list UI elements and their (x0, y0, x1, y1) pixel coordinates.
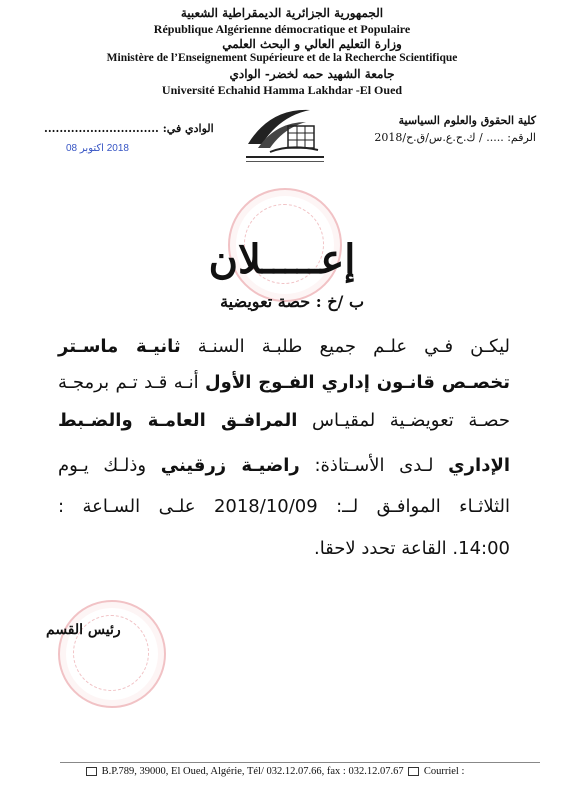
envelope-icon (86, 767, 97, 776)
body-text-bold: راضيـة زرقيني (160, 455, 300, 476)
official-stamp-bottom (58, 600, 166, 708)
body-line-5 (58, 496, 510, 518)
body-text: 14:00. القاعة تحدد لاحقا. (313, 538, 510, 559)
announcement-subject: ب /خ : حصة تعويضية (220, 292, 364, 311)
header-university-fr: Université Echahid Hamma Lakhdar -El Oued (161, 83, 403, 97)
header-university-ar: جامعة الشهيد حمه لخضر- الوادي (229, 67, 395, 81)
body-text-bold: المرافـق العامـة والضـبط (58, 410, 298, 431)
date-stamp: 2018 اكتوبر 08 (66, 143, 129, 154)
header-ministry-ar: وزارة التعليم العالي و البحث العلمي (222, 37, 402, 51)
footer-courriel: Courriel : (423, 766, 465, 777)
body-line-6 (58, 538, 510, 560)
body-text: حصـة تعويضـية لمقيـاس (297, 410, 510, 431)
footer-divider (60, 762, 540, 763)
body-text-bold: تخصـص قانـون إداري الفـوج الأول (205, 372, 510, 393)
envelope-icon (408, 767, 419, 776)
body-text: لـدى الأسـتاذة: (299, 455, 449, 476)
body-text: ليكـن فـي علـم جميع طلبـة السنـة (180, 336, 510, 357)
university-logo-icon (240, 100, 330, 168)
body-line-1 (58, 336, 510, 358)
header-republic-ar: الجمهورية الجزائرية الديمقراطية الشعبية (180, 6, 384, 20)
place-date: الوادي في: .............................. (44, 122, 214, 135)
footer-contact (84, 766, 464, 777)
footer-address: B.P.789, 39000, El Oued, Algérie, Tél/ 032.12.07.66, fax : 032.12.07.67 (101, 766, 404, 777)
body-text-bold: ثانيـة ماسـتر (58, 336, 181, 357)
header-republic-fr: République Algérienne démocratique et Populaire (153, 22, 411, 36)
body-line-2 (58, 372, 510, 394)
body-text-bold: الإداري (448, 455, 511, 476)
body-line-4 (58, 455, 510, 477)
header-ministry-fr: Ministère de l’Enseignement Supérieure et de la Recherche Scientifique (106, 52, 458, 64)
body-text: الثلاثـاء الموافـق لــ: 2018/10/09 علـى السـاعة : (58, 496, 510, 517)
university-logo (240, 100, 330, 168)
body-line-3 (58, 410, 510, 432)
body-text: وذلـك يـوم (58, 455, 161, 476)
faculty-name: كلية الحقوق والعلوم السياسية (398, 114, 536, 127)
announcement-title: إعـــــلان (208, 236, 356, 283)
reference-number: الرقم: ..... / ك.ح.ع.س/ق.ح/2018 (374, 131, 536, 144)
body-text: أنـه قـد تـم برمجـة (58, 372, 206, 393)
department-head-signature: رئيس القسم (46, 622, 121, 638)
